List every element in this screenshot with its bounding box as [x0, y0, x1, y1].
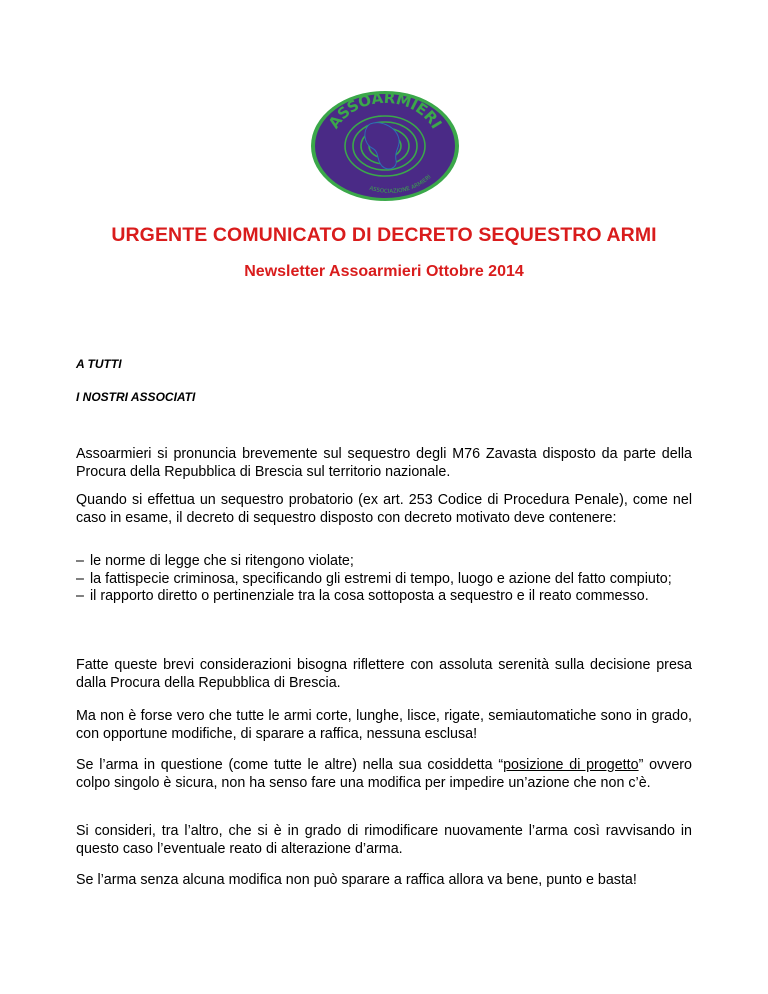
requirements-list	[76, 553, 692, 606]
logo-emblem-icon	[310, 90, 460, 202]
newsletter-subtitle: Newsletter Assoarmieri Ottobre 2014	[244, 263, 524, 280]
logo-tagline-text: ASSOCIAZIONE ARMIERI	[368, 174, 433, 195]
paragraph-6: Si consideri, tra l’altro, che si è in grado di rimodificare nuovamente l’arma così ravvisando in questo caso l’eventuale reato di alterazione d’arma.	[76, 823, 692, 857]
page-title: URGENTE COMUNICATO DI DECRETO SEQUESTRO ARMI	[111, 224, 657, 246]
underlined-phrase: posizione di progetto	[503, 757, 639, 773]
paragraph-3: Fatte queste brevi considerazioni bisogna riflettere con assoluta serenità sulla decisione presa dalla Procura della Repubblica di Brescia.	[76, 657, 692, 691]
logo-name-text: ASSOARMIERI	[324, 90, 446, 132]
paragraph-5-start: Se l’arma in questione (come tutte le altre) nella sua cosiddetta “	[76, 757, 504, 773]
paragraph-5-end: ” ovvero colpo singolo è sicura, non ha senso fare una modifica per impedire un’azione che non c’è.	[76, 757, 692, 791]
list-item: – il rapporto diretto o pertinenziale tra la cosa sottoposta a sequestro e il reato commesso.	[76, 588, 692, 606]
paragraph-2: Quando si effettua un sequestro probatorio (ex art. 253 Codice di Procedura Penale), come nel caso in esame, il decreto di sequestro disposto con decreto motivato deve contenere:	[76, 492, 692, 526]
list-item: – la fattispecie criminosa, specificando gli estremi di tempo, luogo e azione del fatto compiuto;	[76, 571, 692, 589]
list-item: – le norme di legge che si ritengono violate;	[76, 553, 692, 571]
paragraph-4: Ma non è forse vero che tutte le armi corte, lunghe, lisce, rigate, semiautomatiche sono in grado, con opportune modifiche, di sparare a raffica, nessuna esclusa!	[76, 708, 692, 742]
assoarmieri-logo	[310, 90, 460, 202]
salutation-line-2: I NOSTRI ASSOCIATI	[76, 390, 196, 404]
paragraph-5	[76, 757, 692, 792]
paragraph-7: Se l’arma senza alcuna modifica non può sparare a raffica allora va bene, punto e basta!	[76, 872, 637, 888]
salutation-line-1: A TUTTI	[76, 357, 122, 371]
paragraph-1: Assoarmieri si pronuncia brevemente sul sequestro degli M76 Zavasta disposto da parte della Procura della Repubblica di Brescia sul territorio nazionale.	[76, 446, 692, 480]
